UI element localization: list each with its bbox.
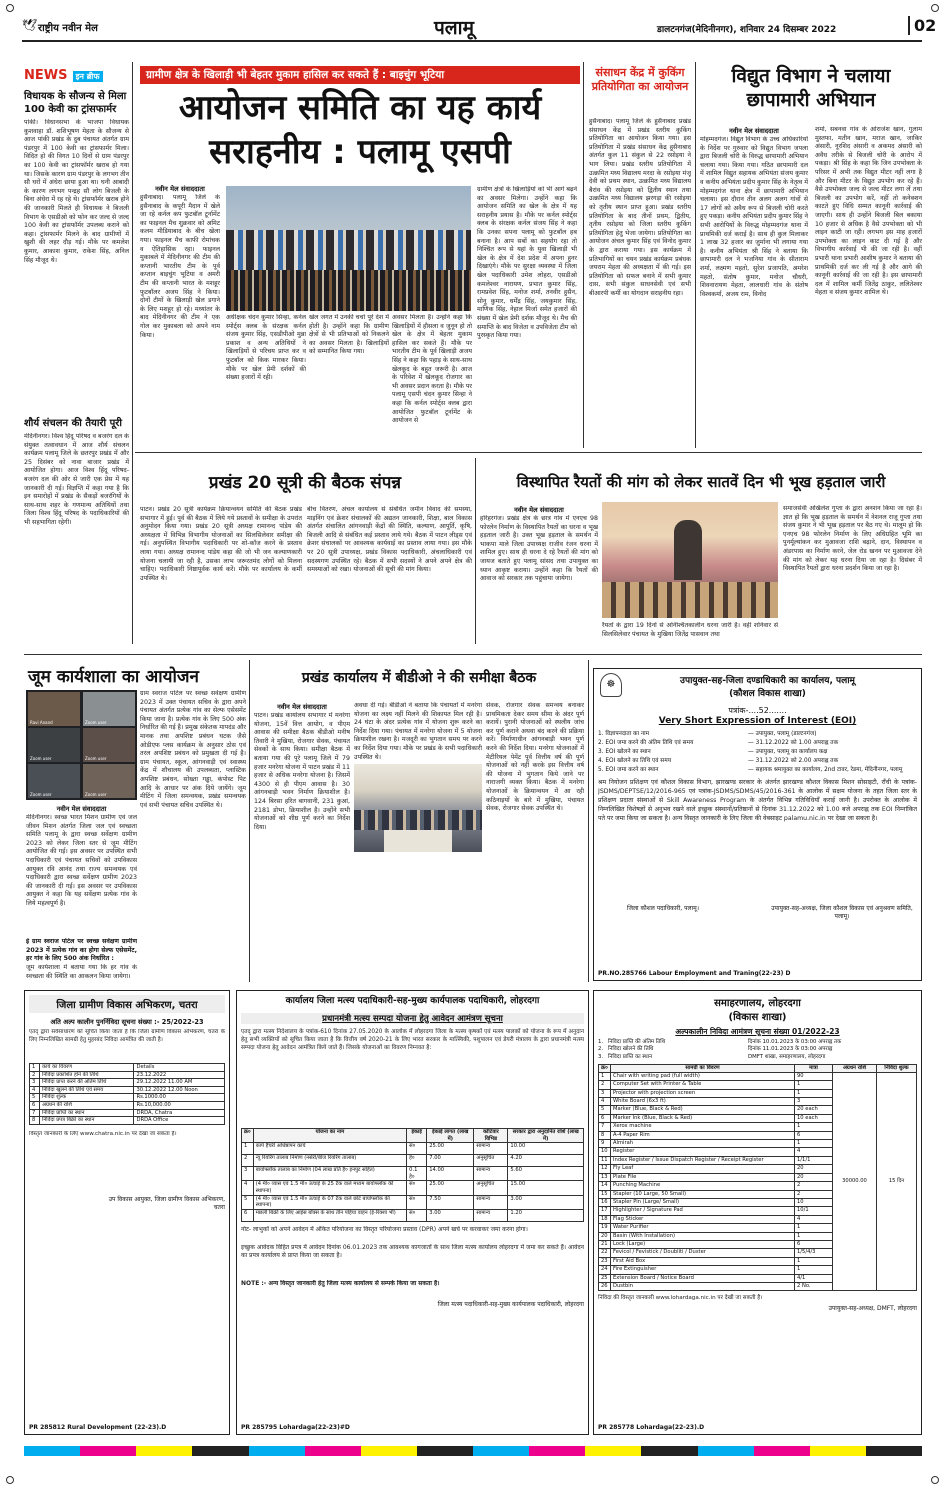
football-photo xyxy=(226,186,471,311)
sutri-col-1: पाटन। प्रखंड 20 सूत्री कार्यक्रम क्रियान्वयन समिति की बैठक प्रखंड सभागार में हुई। पूर्व की बैठक में लिये गये प्रस्तावों के समीक्षा के उपरांत अनुमोदन किया गया। प्रखंड 20 सूत्री अध्यक्ष रामानन्द पांडेय की अध्यक्षता में विभिन्न विभागीय योजनाओं का सिलसिलेवार समीक्षा की गई। अनुपस्थित विभागीय पदाधिकारी पर शो-कॉज करने के प्रस्ताव लाया गया। अध्यक्ष रामानन्द पांडेय कहा की जो भी जन कल्याणकारी योजना चलायी जा रही है, उसका लाभ जरूरतमंद लोगों को मिलना चाहिए। पदाधिकारी निष्ठापूर्वक कार्य करें। मौके पर कार्यालय के कर्मी उपस्थित थे। xyxy=(140,506,302,582)
table-row xyxy=(242,1167,584,1181)
table-row xyxy=(242,1181,584,1195)
notice-fish-intro: एतद् द्वारा मत्स्य निदेशालय के पत्रांक-610 दिनांक 27.05.2020 के आलोक में लोहरदगा जिला के मत्स्य कृषकों एवं मत्स्य पालकों को योजना के रूप में अनुदान हेतु सभी व्यक्तियों को सूचित किया जाता है कि वित्तीय वर्ष 2020-21 के लिए भारत सरकार के मात्स्यिकी, पशुपालन एवं डेयरी मंत्रालय के द्वारा प्रधानमंत्री मत्स्य सम्पदा योजना हेतु आवेदन आमंत्रित किये जाते हैं। जिसके योजनाओं का विवरण निम्नवत है: xyxy=(241,1029,584,1052)
table-header: मात्रा xyxy=(795,1065,833,1073)
table-cell: White Board (6x3 ft) xyxy=(611,1098,795,1106)
table-cell: Rs.1000.00 xyxy=(134,1094,225,1102)
table-cell: 7 xyxy=(599,1123,611,1131)
table-cell: 3.00 xyxy=(508,1195,584,1209)
table-cell: DRDA Office xyxy=(134,1117,225,1125)
table-cell: Computer Set with Printer & Table xyxy=(611,1081,795,1089)
notice-lohardaga xyxy=(593,990,922,1435)
table-cell: 1 xyxy=(795,1089,833,1097)
table-cell: 1.20 xyxy=(508,1209,584,1221)
table-row xyxy=(599,1072,917,1080)
registration-mark-icon xyxy=(931,1476,939,1484)
table-cell: Chair with writing pad (full width) xyxy=(611,1072,795,1080)
table-cell: 23 xyxy=(599,1257,611,1265)
notice-fish-pr: PR 285795 Lohardaga(22-23)#D xyxy=(241,1424,350,1431)
table-cell: 25.00 xyxy=(427,1143,474,1155)
table-cell: 18 xyxy=(599,1215,611,1223)
bird-logo-icon: 🕊 xyxy=(22,18,38,32)
table-cell: Plate File xyxy=(611,1173,795,1181)
table-cell: Stapler Pin (Large/ Small) xyxy=(611,1198,795,1206)
table-cell: सं० xyxy=(407,1195,427,1209)
table-cell: 1 xyxy=(795,1081,833,1089)
table-cell: Water Purifier xyxy=(611,1224,795,1232)
notice-lohardaga-footer: निविदा की विस्तृत जानकारी www.lohardaga.nic.in पर देखी जा सकती है। xyxy=(598,1295,763,1302)
protest-photo xyxy=(602,502,778,618)
table-cell: A-4 Paper Rim xyxy=(611,1131,795,1139)
table-cell: सं० xyxy=(407,1181,427,1195)
notice-palamu-pr: PR.NO.285766 Labour Employment and Traning(22-23) D xyxy=(598,970,791,977)
table-cell: 5 xyxy=(30,1094,40,1102)
notice-gramin-table xyxy=(29,1063,225,1125)
electric-col-2: शर्मा, सबनवा गांव के ओराजेश खान, गुलाम मुस्तफा, मतीन खान, मराज खान, जाकिर अंसारी, नूरशिद अंसारी व अकमद अंसारी को अवैध तरीके से बिजली चोरी के आरोप में पकड़ा। श्री सिंह के कहा कि जिन उपभोक्ता के परिसर में अभी तक विद्युत मीटर नहीं लगा है और बिना मीटर के विद्युत उपभोग कर रहे हैं। वैसे उपभोक्ता जल्द से जल्द मीटर लगा लें तथा बिजली का उपभोग करें, नहीं तो कनेक्शन काटते हुए विधि सम्मत कानूनी कार्रवाई की जाएगी। साथ ही उन्होंने बिजली बिल बकाया 10 हजार से अधिक है वैसे उपभोक्ता को भी लाइन काटी जा रही। लगभग इस माह हजारों उपभोक्ता का लाइन काट दी गई है और विभागीय कार्रवाई भी की जा रही है। वहीं प्रभारी थाना प्रभारी आशीष कुमार ने बताया की प्राथमिकी दर्ज कर ली गई है और आगे की कानूनी कार्रवाई की जा रही है। इस छापामारी दल में शामिल कर्मी जितेंद्र ठाकुर, ललितेश्वर मेहता व संजय कुमार शामिल थे। xyxy=(815,126,922,297)
table-cell: Flag Sticker xyxy=(611,1215,795,1223)
table-cell: 2 xyxy=(599,1081,611,1089)
table-cell: 1 xyxy=(795,1232,833,1240)
table-cell: न्यू रियरिंग तालाब निर्माण (नर्सरी/बीज रियरिंग तालाब) xyxy=(253,1155,406,1167)
table-cell: 4 xyxy=(795,1215,833,1223)
table-cell: 6 xyxy=(599,1114,611,1122)
notice-fish-note1: नोट- लाभुकों को अपने आवेदन में अंकित परियोजना का विस्तृत परियोजना प्रस्ताव (DPR) अपने खर्च पर करवाकर जमा करना होगा। xyxy=(241,1225,528,1233)
table-cell: 4 xyxy=(795,1148,833,1156)
table-cell: 1/5/4/3 xyxy=(795,1249,833,1257)
zoom-body-left: मेदिनीनगर। स्वच्छ भारत मिशन ग्रामीण एवं जल जीवन मिशन अंतर्गत जिला जल एवं स्वच्छता समिति पलामू के द्वारा स्वच्छ सर्वेक्षण ग्रामीण 2023 को लेकर जिला स्तर से जूम मीटिंग आयोजित की गई। इस अवसर पर उपस्थित सभी पदाधिकारी एवं पंचायत सचिवों को उपविकास आयुक्त रवि आनंद तथा राज्य समन्वयक एवं पदाधिकारी द्वारा स्वच्छ सर्वेक्षण ग्रामीण 2023 की जानकारी दी गई। इस अवसर पर उपविकास आयुक्त ने कहा कि यह सर्वेक्षण प्रत्येक गांव के लिये महत्वपूर्ण है। xyxy=(26,814,137,907)
tender-amount: 30000.00 xyxy=(833,1072,877,1291)
cooking-headline: संसाधन केंद्र में कुकिंग प्रतियोगिता का आयोजन xyxy=(591,66,689,93)
table-cell: Basin (With Installation) xyxy=(611,1232,795,1240)
table-cell: 3 xyxy=(30,1079,40,1087)
table-cell: सामान्य xyxy=(474,1209,508,1221)
table-row xyxy=(30,1086,225,1094)
notice-palamu-h1: उपायुक्त-सह-जिला दण्डाधिकारी का कार्यालय, पलामू xyxy=(680,676,855,686)
brief-headline-2: शौर्य संचलन की तैयारी पूरी xyxy=(24,418,122,429)
table-cell: Xerox machine xyxy=(611,1123,795,1131)
table-cell: 3 xyxy=(599,1089,611,1097)
zoom-headline: जूम कार्यशाला का आयोजन xyxy=(28,667,199,687)
table-row xyxy=(242,1143,584,1155)
zoom-tile: Zoom user xyxy=(83,692,135,726)
table-cell: 1 xyxy=(242,1143,254,1155)
section-divider xyxy=(135,452,922,453)
notice-palamu xyxy=(593,668,922,981)
notice-palamu-emblem-icon: ☸ xyxy=(600,673,622,697)
sutri-col-2: बीच वितरण, अंचल कार्यालय से संबंधित जमीन विवाद की समस्या, माइनिंग एवं क्रेशर संचालकों की अद्यतन जानकारी, शिक्षा, बाल विकास अंतर्गत संचालित आंगनवाड़ी केंद्रों की स्थिति, कल्याण, आपूर्ति, कृषि, बिजली आदि से संबंधित कई प्रस्ताव लाये गये। बैठक में पाटन लीड्स एवं क्रेशर संचालकों पर आवश्यक कार्यवाई का प्रस्ताव लाया गया। इस मौके पर 20 सूत्री उपाध्यक्ष, प्रखंड विकास पदाधिकारी, अंचलाधिकारी एवं सदस्यगण उपस्थित रहे। बैठक में सभी सदस्यों ने अपने अपने क्षेत्र की समस्याओं को रखा। योजनाओं की सूची की मांग किया। xyxy=(307,506,472,574)
notice-gramin-intro: एतद् द्वारा सर्वसाधारण को सूचित किया जाता है कि जिला ग्रामीण विकास अभिकरण, चतरा के लिए निम्नलिखित सामग्री हेतु मुहरबंद निविदा आमंत्रित की जाती है। xyxy=(29,1029,225,1043)
brief-body-2: मेदिनीनगर। विश्व हिंदू परिषद व बजरंग दल के संयुक्त तत्वावधान में आज शौर्य संचलन कार्यक्रम पलामू जिले के छतरपुर प्रखंड में और 25 दिसंबर को नावा बाजार प्रखंड में आयोजित होगा। आज विश्व हिंदू परिषद-बजरंग दल की ओर से जारी एक प्रेस में यह जानकारी दी गई। विज्ञप्ति में कहा गया है कि इन समारोहों में प्रखंड के सैकड़ों बजरंगियों के साथ-साथ शहर के गणमान्य अतिथियों तथा जिला विश्व हिंदू परिषद के पदाधिकारियों की भी सहभागिता रहेगी। xyxy=(24,433,129,526)
main-headline-1: आयोजन समिति का यह कार्य xyxy=(178,88,542,128)
table-cell: First Aid Box xyxy=(611,1257,795,1265)
notice-gramin-sign: उप विकास आयुक्त, जिला ग्रामीण विकास अभिकरण, चतरा xyxy=(108,1195,225,1211)
table-cell: 14.00 xyxy=(427,1167,474,1181)
table-cell: निविदा प्रपत्र बिक्री का स्थान xyxy=(40,1117,134,1125)
zoom-tile: Ravi Anand xyxy=(28,692,80,726)
electric-col-1: मोहम्मदगंज। विद्युत विभाग के उच्च अधिकारियों के निर्देश पर गुरुवार को विद्युत विभाग जपला द्वारा बिजली चोरी के विरुद्ध छापामारी अभियान चलाया गया। किया गया। गठित छापामारी दल में शामिल विद्युत सहायक अभियंता संजय कुमार व कनीय अभियंता प्रदीप कुमार सिंह के नेतृत्व में मोहम्मदगंज थाना क्षेत्र में छापामारी अभियान चलाया। इस दौरान तीन अलग अलग गांवों से 17 लोगों को अवैध रूप से बिजली चोरी करते हुए पकड़ा। कनीय अभियंता प्रदीप कुमार सिंह ने सभी आरोपियों के विरुद्ध मोहम्मदगंज थाना में प्राथमिकी दर्ज कराई है। साथ ही कुल मिलाकर 1 लाख 32 हजार का जुर्माना भी लगाया गया है। कनीय अभियंता श्री सिंह ने बताया कि छापामारी दल ने भजनिया गांव के सीताराम शर्मा, लक्ष्मण महतो, सुरेश प्रजापति, अमरेश महतो, संतोष कुमार, मनोज चौधरी, शिवनारायण मेहता, लालधारी गांव के संतोष विश्वकर्मा, अजय राम, विनोद xyxy=(700,136,808,298)
notice-palamu-rows: 1. विज्ञापनदाता का नाम — उपायुक्त, पलामू (डाल्टनगंज) 2. EOI जमा करने की अंतिम तिथि एवं समय — 31.12.2022 को 1.00 अपराह्न तक 3. EOI खोलने का स्थान — उपायुक्त, पलामू का कार्यालय कक्ष 4. EOI खोलने का तिथि एवं समय — 31.12.2022 को 2.00 अपराह्न तक 5. EOI जमा करने का स्थान — सहायक श्रमायुक्त का कार्यालय, 2nd टावर, रेडमा, मेदिनीनगर, पलामू xyxy=(598,731,903,773)
table-cell: 20 xyxy=(795,1173,833,1181)
notice-fish-sign: जिला मत्स्य पदाधिकारी-सह-मुख्य कार्यपालक पदाधिकारी, लोहरदगा xyxy=(437,1300,584,1308)
table-cell: 1/1/1 xyxy=(795,1156,833,1164)
table-cell: 20 xyxy=(599,1232,611,1240)
table-cell: Index Register / Issue Dispatch Register / Receipt Register xyxy=(611,1156,795,1164)
notice-gramin xyxy=(24,990,230,1435)
table-cell: 10 each xyxy=(795,1114,833,1122)
main-col-2: अवसर मिलता है। उन्होंने कहा कि खिलाड़ियों में हौसला व जुनून हो तो खेल के क्षेत्र में बेहतर मुकाम हासिल कर सकते हैं। मौके पर भारतीय टीम के पूर्व खिलाड़ी अजय सिंह ने कहा कि पहाड़ के साथ-साथ खेलकूद के बहुत जरूरी है। आज के परिवेश में खेलकूद रोजगार का भी अवसर प्रदान करता है। मौके पर पलामू एसपी चंदन कुमार सिन्हा ने कहा कि कर्नल स्पोर्ट्स क्लब द्वारा आयोजित फुटबॉल टूर्नामेंट के आयोजन से xyxy=(392,314,472,425)
column-divider xyxy=(249,660,250,982)
table-cell: 6 xyxy=(30,1101,40,1109)
table-cell: Dustbin xyxy=(611,1282,795,1290)
main-col-5: खेल जगत में उनकी चर्चा पूरे देश में होती है। उन्होंने कहा कि ग्रामीण क्षेत्रों से भी प्रतिभाओं को निकलने का अवसर मिलता है। खिलाड़ियों को सम्मानित किया गया। xyxy=(309,314,389,356)
paper-name: राष्ट्रीय नवीन मेल xyxy=(38,23,98,34)
main-col-4: अधीक्षक चंदन कुमार सिन्हा, कर्नल स्पोर्ट्स क्लब के संरक्षक कर्नल संजय कुमार सिंह, एसडीपीओ मुन्ना प्रकाश व अन्य अतिथियों ने खिलाड़ियों से परिचय प्राप्त कर व फुटबॉल को किक मारकर किया। मौके पर खेल प्रेमी दर्शकों की संख्या हजारों में रही। xyxy=(226,314,306,382)
table-cell: 24 xyxy=(599,1266,611,1274)
table-cell: (4 मी० व्यास एवं 1.5 मी० ऊंचाई के 25 टैंक वाले मध्यम बायोफ्लॉक की स्थापना) xyxy=(253,1181,406,1195)
table-cell: 2 xyxy=(795,1190,833,1198)
table-row xyxy=(30,1094,225,1102)
table-header: सरकार द्वारा अनुदानित राशि (लाख में) xyxy=(508,1129,584,1143)
table-cell: Extension Board / Notice Board xyxy=(611,1274,795,1282)
table-cell: 5 xyxy=(599,1106,611,1114)
table-cell: 12 xyxy=(599,1165,611,1173)
table-cell: 7 xyxy=(30,1109,40,1117)
table-cell: 2 No. xyxy=(795,1282,833,1290)
registration-mark-icon xyxy=(6,1476,14,1484)
brief-body-1: पांकी। विधानसभा के भाजपा विधायक कुशवाहा डॉ. शशिभूषण मेहता के सौजन्य से आज पांकी प्रखंड के दुब पंचायत अंतर्गत ग्राम पंडरपुर में 100 केवी का ट्रांसफार्मर मिला। विदित हो की विगत 10 दिनों से ग्राम पंडरपुर का 100 केवी का ट्रांसफॉर्मर खराब हो गया था। जिसके कारण ग्राम पंडरपुर के लगभग तीन सौ घरों में अंधेरा छाया हुआ था। घनी आबादी के कारण लगभग पन्द्रह सौ लोग बिजली के बिना अंधेरा में रह रहे थे। ट्रांसफॉर्मर खराब होने की जानकारी मिलते ही विधायक ने बिजली विभाग के एसडीओ को फोन कर जल्द से जल्द 100 केवी का ट्रांसफॉर्मर उपलब्ध कराने को कहा। ट्रांसफार्मर मिलने के बाद ग्रामीणों में खुशी की लहर दौड़ गई। मौके पर कमलेश कुमार, आकाश कुमार, राकेश सिंह, अनिल सिंह मौजूद थे। xyxy=(24,119,129,264)
table-cell: 90 xyxy=(795,1072,833,1080)
notice-gramin-h1: जिला ग्रामीण विकास अभिकरण, चतरा xyxy=(29,995,225,1013)
column-divider xyxy=(475,458,476,644)
table-cell: 6 xyxy=(795,1131,833,1139)
news-in-brief xyxy=(24,64,129,644)
table-row xyxy=(30,1117,225,1125)
notice-palamu-h2: (कौशल विकास शाखा) xyxy=(729,689,806,699)
color-bar-bottom xyxy=(24,1446,922,1456)
table-cell: Details xyxy=(134,1064,225,1072)
hunger-headline: विस्थापित रैयतों की मांग को लेकर सातवें दिन भी भूख हड़ताल जारी xyxy=(516,473,886,491)
table-header: योजना का नाम xyxy=(253,1129,406,1143)
main-kicker: ग्रामीण क्षेत्र के खिलाड़ी भी बेहतर मुकाम हासिल कर सकते हैं : बाइचुंग भूटिया xyxy=(140,66,580,84)
notice-lohardaga-table xyxy=(598,1064,917,1291)
table-cell: 8 xyxy=(30,1117,40,1125)
table-header: क्र० xyxy=(242,1129,254,1143)
table-cell: 1 xyxy=(30,1064,40,1072)
notice-lohardaga-sign: उपायुक्त-सह-अध्यक्ष, DMFT, लोहरदगा xyxy=(828,1305,917,1313)
table-cell: 22 xyxy=(599,1249,611,1257)
table-header: ईकाई लागत (लाख में) xyxy=(427,1129,474,1143)
column-divider xyxy=(588,660,589,982)
hunger-col-2: रैयतों के द्वारा 19 दिनों से अनिश्चितकालीन धरना जारी है। वहीं शनिवार से सिलसिलेवार पंचायत के मुखिया जितेंद्र पासवान तथा xyxy=(602,622,778,638)
table-cell: मछली बिक्री के लिए आईस बॉक्स के साथ तीन पहिया वाहन (ई-रिक्शा भी) xyxy=(253,1209,406,1221)
notice-palamu-sign-left: जिला कौशल पदाधिकारी, पलामू। xyxy=(626,905,700,912)
table-cell: 2 xyxy=(795,1182,833,1190)
table-cell: 5 xyxy=(242,1195,254,1209)
zoom-highlight: ई ग्राम स्वराज पोर्टल पर स्वच्छ सर्वेक्षण ग्रामीण 2023 में प्रत्येक गांव का होगा सेल्फ एसेसमेंट, हर गांव के लिए 500 अंक निर्धारित : xyxy=(26,938,137,963)
brief-label xyxy=(24,64,129,86)
notice-palamu-title: Very Short Expression of Interest (EOI) xyxy=(658,716,857,726)
table-cell: 29.12.2022 11.00 AM xyxy=(134,1079,225,1087)
table-cell: 1 xyxy=(795,1266,833,1274)
notice-fish-note2: इच्छुक आवेदक विहित प्रपत्र में आवेदन दिनांक 06.01.2023 तक आवश्यक कागजातों के साथ जिला मत्स्य कार्यालय लोहरदगा में जमा कर सकते हैं। आवेदन का प्रपत्र कार्यालय से प्राप्त किया जा सकता है। xyxy=(241,1243,584,1260)
column-divider xyxy=(583,62,584,448)
table-cell: 20 xyxy=(795,1165,833,1173)
table-cell: Lock (Large) xyxy=(611,1240,795,1248)
table-cell: Highlighter / Signature Pad xyxy=(611,1207,795,1215)
table-header: कोटिवार विभिन्न xyxy=(474,1129,508,1143)
table-cell: 14 xyxy=(599,1182,611,1190)
table-cell: 10 xyxy=(599,1148,611,1156)
dateline: डालटनगंज(मेदिनीनगर), शनिवार 24 दिसम्बर 2022 xyxy=(657,25,837,35)
table-cell: निविदा प्राप्ति का स्थान xyxy=(40,1109,134,1117)
table-cell: 23.12.2022 xyxy=(134,1071,225,1079)
table-cell: अग्रधन की राशि xyxy=(40,1101,134,1109)
zoom-screenshot xyxy=(26,690,137,800)
hunger-col-3: समाजसेवी अखिलेश गुप्ता के द्वारा अनशन किया जा रहा है। ज्ञात हो कि भूख हड़ताल के समर्थन में नेशनल राजू गुप्ता तथा संजय कुमार ने भी भूख हड़ताल पर बैठ गए थे। मालूम हो कि एनएच 98 फोरलेन निर्माण के लिए अधिग्रहित भूमि का पुनर्मूल्यांकन कर मुआवजा राशि बढ़ाने, दान, विस्थापन व अंडरपास का निर्माण करने, जेल रोड खनन पर मुआवजा देने की मांग को लेकर यह धरना दिया जा रहा है। दिसंबर में विस्थापित रैयतों द्वारा धरना प्रदर्शन किया जा रहा है। xyxy=(783,505,922,573)
table-cell: 7.00 xyxy=(427,1155,474,1167)
table-header: निविदा शुल्क xyxy=(877,1065,917,1073)
electric-headline: विद्युत विभाग ने चलाया छापामारी अभियान xyxy=(731,65,891,111)
masthead xyxy=(22,14,937,42)
meeting-photo xyxy=(354,764,482,852)
zoom-after: जूम कार्यशाला में बताया गया कि हर गांव के स्वच्छता की स्थिति का आकलन किया जायेगा। xyxy=(26,964,137,980)
table-cell: सामान्य xyxy=(474,1143,508,1155)
section-title: पलामू xyxy=(434,17,474,39)
table-cell: 1 xyxy=(795,1123,833,1131)
section-divider xyxy=(24,654,922,655)
table-header: अग्रधन राशि xyxy=(833,1065,877,1073)
news-label: NEWS xyxy=(24,68,68,83)
electric-byline: नवीन मेल संवाददाता xyxy=(729,127,779,135)
table-cell: 2 xyxy=(242,1155,254,1167)
table-header: सामग्री का विवरण xyxy=(611,1065,795,1073)
table-cell: हे० xyxy=(407,1155,427,1167)
table-cell: 3 xyxy=(242,1167,254,1181)
notice-fish-h1: कार्यालय जिला मत्स्य पदाधिकारी-सह-मुख्य कार्यपालक पदाधिकारी, लोहरदगा xyxy=(285,996,540,1006)
cooking-body: हुसैनाबाद। पलामू जिले के हुसैनाबाद प्रखंड संसाधन केंद्र में प्रखंड स्तरीय कुकिंग प्रतियोगिता का आयोजन किया गया। इस प्रतियोगिता में प्रखंड संसाधन केंद्र हुसैनाबाद अंतर्गत कुल 11 संकुल से 22 रसोइया ने भाग लिया। प्रखंड स्तरीय प्रतियोगिता में उत्क्रमित मध्य विद्यालय मरदा के रसोइया मंजू देवी को प्रथम स्थान, उत्क्रमित मध्य विद्यालय बैरांव की रसोइया को द्वितीय स्थान तथा उत्क्रमित मध्य विद्यालय झरगड़ा की रसोइया को तृतीय स्थान प्राप्त हुआ। प्रखंड स्तरीय प्रतियोगिता के बाद तीनों प्रथम, द्वितीय, तृतीय रसोइया को जिला स्तरीय कुकिंग प्रतियोगिता हेतु भेजा जायेगा। प्रतियोगिता का आयोजन अंचल कुमार सिंह एवं विनोद कुमार के द्वारा कराया गया। इस कार्यक्रम में प्रतिभागियों का चयन प्रखंड कार्यक्रम प्रबंधक जयराम मेहता की अध्यक्षता में की गई। इस प्रतियोगिता को सफल बनाने में सभी कुमार दास, सभी संकुल साधनसेवी एवं सभी बीआरपी कर्मी का योगदान सराहनीय रहा। xyxy=(589,118,691,297)
brief-headline-1: विधायक के सौजन्य से मिला 100 केवी का ट्रांसफार्मर xyxy=(24,91,127,115)
table-cell: 6 xyxy=(242,1209,254,1221)
table-cell: 25 xyxy=(599,1274,611,1282)
table-header: क्र० xyxy=(599,1065,611,1073)
tender-fee: 15 दिन xyxy=(877,1072,917,1291)
table-cell: कार्य का विवरण xyxy=(40,1064,134,1072)
table-cell: 13 xyxy=(599,1173,611,1181)
table-row xyxy=(30,1109,225,1117)
table-cell: 9 xyxy=(599,1140,611,1148)
table-cell: 11 xyxy=(599,1156,611,1164)
bdo-col-1: पाटन। प्रखंड कार्यालय सभागार में मनरेगा योजना, 15वें वित्त आयोग, व पीएम आवास की समीक्षा बैठक बीडीओ मनीष तिवारी ने मुखिया, रोजगार सेवक, पंचायत सेवकों के साथ किया। समीक्षा बैठक में बताया गया की पूरे पलामू जिले में 79 हजार मनरेगा योजना में पाटन प्रखंड में 11 हजार से अधिक मनरेगा योजना है। जिसमें 4300 से ही पीएम आवास है। 30 आंगनबाड़ी भवन निर्माण क्रियाशील है। 124 बिरसा हरित बागवानी, 231 कुआं, 2181 डोभा, क्रियाशील है। उन्होंने सभी योजनाओं को शीघ्र पूर्ण करने का निर्देश दिया। xyxy=(254,712,350,831)
table-cell: 15 xyxy=(599,1190,611,1198)
table-cell: DRDA, Chatra xyxy=(134,1109,225,1117)
table-cell: 15.00 xyxy=(508,1181,584,1195)
table-cell: 1 xyxy=(599,1072,611,1080)
table-cell: निविदा खुलने की तिथि एवं समय xyxy=(40,1086,134,1094)
table-cell: Stapler (10 Large, 50 Small) xyxy=(611,1190,795,1198)
table-row xyxy=(242,1209,584,1221)
bdo-col-3: सेवक, रोजगार सेवक समन्वय बनाकर प्राथमिकता देकर समय सीमा के अंदर पूर्ण करायें। पुरानी योजनाओं को स्थलीय जांच कर पूर्ण कराने अथवा बंद करने की प्रक्रिया करें। निर्माणाधीन आंगनबाड़ी भवन पूर्ण करने की निर्देश दिया। मनरेगा योजनाओं में मेटीरियल पेमेंट पूर्व वित्तीय वर्ष की पूर्ण योजनाओं को नहीं करके इस वित्तीय वर्ष की योजना में भुगतान किये जाने पर नाराजगी व्यक्त किया। बैठक में मनरेगा योजनाओं के क्रियान्वयन में आ रही कठिनाइयों के बारे में मुखिया, पंचायत सेवक, रोजगार सेवक उपस्थित थे। xyxy=(486,702,584,813)
bdo-byline: नवीन मेल संवाददाता xyxy=(277,703,327,711)
zoom-body-right: ग्राम स्वराज पोर्टल पर स्वच्छ सर्वेक्षण ग्रामीण 2023 में उक्त पंचायत सचिव के द्वारा अपने पंचायत अंतर्गत प्रत्येक गांव का सेल्फ एसेसमेंट किया जाना है। प्रत्येक गांव के लिए 500 अंक निर्धारित की गई है। प्रमुख संकेतक मापदंड और मानक तथा अपशिष्ट प्रबंधन घटक जैसे ओडीएफ प्लस कार्यक्रम के अनुसार ठोस एवं तरल अपशिष्ट प्रबंधन को प्रमुखता दी गई है। ग्राम पंचायत, स्कूल, आंगनवाड़ी एवं स्वास्थ्य केंद्र में शौचालय की उपलब्धता, प्लास्टिक अपशिष्ट प्रबंधन, सोख्ता गड्ढा, कंपोस्ट पिट आदि के आधार पर अंक दिये जायेंगे। जूम मीटिंग में जिला समन्वयक, प्रखंड समन्वयक एवं सभी पंचायत सचिव उपस्थित थे। xyxy=(140,690,246,809)
notice-palamu-body: श्रम नियोजन प्रशिक्षण एवं कौशल विकास विभाग, झारखण्ड सरकार के अंतर्गत झारखण्ड कौशल विकास मिशन सोसाइटी, राँची के पत्रांक-JSDMS/DEPTSE/12/2016-965 एवं पत्रांक-JSDMS/SDMS/45/2016-361 के आलोक में सक्षम योजना के तहत जिला स्तर के प्रशिक्षण प्रदाता संस्थाओं से Skill Awareness Program के अंतर्गत विभिन्न गतिविधियाँ कराई जानी है। उपरोक्त के आलोक में निम्नलिखित विशेषज्ञों से अनुभव रखने वाले इच्छुक संस्थानों/प्रतिष्ठानों से दिनांक 31.12.2022 को 1.00 बजे अपराह्न तक EOI निम्नांकित पते पर जमा किया जा सकता है। अन्य विस्तृत जानकारी के लिए जिला की वेबसाइट palamu.nic.in पर देखा जा सकता है। xyxy=(598,779,917,822)
table-cell: सामान्य xyxy=(474,1167,508,1181)
zoom-byline: नवीन मेल संवाददाता xyxy=(56,805,107,813)
table-cell: Rs.10,000.00 xyxy=(134,1101,225,1109)
table-cell: 21 xyxy=(599,1240,611,1248)
page-number: 02 xyxy=(908,16,936,35)
table-cell: कार्प हैचरी अधिष्ठापन कार्य xyxy=(253,1143,406,1155)
table-cell: 3 xyxy=(795,1098,833,1106)
table-cell: 10/1 xyxy=(795,1207,833,1215)
table-cell: 4 xyxy=(599,1098,611,1106)
column-divider xyxy=(695,62,696,448)
table-cell: Punching Machine xyxy=(611,1182,795,1190)
zoom-tile: Zoom user xyxy=(83,728,135,762)
table-header: ईकाई xyxy=(407,1129,427,1143)
table-cell: 20 each xyxy=(795,1106,833,1114)
table-cell: अनुसूचित xyxy=(474,1155,508,1167)
table-cell: 0.1 हे० xyxy=(407,1167,427,1181)
registration-mark-icon xyxy=(931,4,939,12)
zoom-tile: Zoom user xyxy=(28,764,80,798)
table-cell: 1 xyxy=(795,1257,833,1265)
notice-lohardaga-meta: 1. निविदा प्राप्ति की अंतिम तिथि दिनांक 10.01.2023 के 03:00 अपराह्न तक 2. निविदा खोलने की तिथि दिनांक 11.01.2023 के 03:00 अपराह्न 3. निविदा प्राप्ति का स्थान DMFT शाखा, समाहरणालय, लोहरदगा xyxy=(598,1039,842,1060)
table-cell: 2 xyxy=(30,1071,40,1079)
table-cell: निविदा शुल्क xyxy=(40,1094,134,1102)
table-cell: Marker Ink (Blue, Black & Red) xyxy=(611,1114,795,1122)
table-cell: Marker (Blue, Black & Red) xyxy=(611,1106,795,1114)
table-cell: Almirah xyxy=(611,1140,795,1148)
table-cell: 5.60 xyxy=(508,1167,584,1181)
bdo-headline: प्रखंड कार्यालय में बीडीओ ने की समीक्षा बैठक xyxy=(301,670,537,686)
table-cell: Fire Extinguisher xyxy=(611,1266,795,1274)
notice-fish-note3: NOTE :- अन्य विस्तृत जानकारी हेतु जिला मत्स्य कार्यालय से सम्पर्क किया जा सकता है। xyxy=(241,1279,440,1287)
zoom-tile: Zoom user xyxy=(28,728,80,762)
notice-fish-table xyxy=(241,1128,584,1222)
table-cell: सं० xyxy=(407,1143,427,1155)
notice-gramin-h2: अति अल्प कालीन पुनर्निविदा सूचना संख्या :- 25/2022-23 xyxy=(50,1018,204,1026)
table-cell: Fevicol / Fevistick / Doubliti / Duster xyxy=(611,1249,795,1257)
table-cell: Fly Leaf xyxy=(611,1165,795,1173)
notice-palamu-sign-right: उपायुक्त-सह-अध्यक्ष, जिला कौशल विकास एवं अनुश्रवण समिति, पलामू। xyxy=(771,905,913,920)
bdo-col-2-top: अवधा दी गई। बीडीओ ने बताया कि पंचायतों में मनरेगा योजना का लक्ष्य नहीं मिलने की शिकायत मिल रही है। 24 घंटा के अंदर प्रत्येक गांव में योजना शुरू करने का निर्देश दिया गया। पंचायत में मनरेगा योजना में 5 योजना क्रियाशील रखना है। मजदूरी का भुगतान समय पर करने का निर्देश दिया गया। मौके पर प्रखंड के सभी पदाधिकारी उपस्थित थे। xyxy=(354,702,482,761)
table-cell: सामान्य xyxy=(474,1195,508,1209)
table-cell: 10 xyxy=(795,1198,833,1206)
registration-mark-icon xyxy=(6,4,14,12)
table-cell: 1 xyxy=(795,1140,833,1148)
table-cell: 4 xyxy=(30,1086,40,1094)
table-cell: 4.20 xyxy=(508,1155,584,1167)
table-row xyxy=(30,1064,225,1072)
table-row xyxy=(30,1101,225,1109)
main-col-3: ग्रामीण क्षेत्रों के खिलाड़ियों को भी आगे बढ़ने का अवसर मिलेगा। उन्होंने कहा कि आयोजन समिति का खेल के क्षेत्र में यह सराहनीय प्रयास है। मौके पर कर्नल स्पोर्ट्स क्लब के संरक्षक कर्नल संजय सिंह ने कहा कि उनका सपना पलामू को फुटबॉल हब बनाना है। आप सबों का सहयोग रहा तो निश्चित रूप से यहां के युवा खिलाड़ी भी खेल के क्षेत्र में देश प्रदेश में अपना हुनर दिखाएंगे। मौके पर सुरक्षा व्यवस्था में जिला खेल पदाधिकारी उमेश लोहरा, एसडीओ कमलेश्वर नारायण, प्रभात कुमार सिंह, रामप्रवेश सिंह, मनोज शर्मा, तनवीर हुसैन, सोनू कुमार, धर्मेंद्र सिंह, जयकुमार सिंह, माणिक सिंह, नेहाल मिर्जा समेत हजारों की संख्या में खेल प्रेमी दर्शक मौजूद थे। मैच की समाप्ति के बाद विजेता व उपविजेता टीम को पुरस्कृत किया गया। xyxy=(477,186,577,340)
main-headline-2: सराहनीय : पलामू एसपी xyxy=(209,132,511,172)
hunger-byline: नवीन मेल संवाददाता xyxy=(514,506,564,514)
table-cell: 30.12.2022 12.00 Noon xyxy=(134,1086,225,1094)
table-cell: सं० xyxy=(407,1209,427,1221)
table-row xyxy=(30,1079,225,1087)
table-cell: निविदा प्रकाशित होने की तिथि xyxy=(40,1071,134,1079)
table-cell: 17 xyxy=(599,1207,611,1215)
table-cell: बायोफ्लॉक तालाब का निर्माण (04 लाख प्रति है० इनपुट सहित) xyxy=(253,1167,406,1181)
sutri-headline: प्रखंड 20 सूत्री की बैठक संपन्न xyxy=(208,473,402,493)
table-cell: Projector with projection screen xyxy=(611,1089,795,1097)
table-cell: 4/1 xyxy=(795,1274,833,1282)
brief-label-text: इन ब्रीफ xyxy=(73,71,103,82)
notice-lohardaga-h1: समाहरणालय, लोहरदगा xyxy=(714,998,801,1009)
table-cell: 16 xyxy=(599,1198,611,1206)
table-cell: 7.50 xyxy=(427,1195,474,1209)
column-divider xyxy=(132,62,133,644)
notice-palamu-letter: पत्रांक-....52....... xyxy=(728,706,787,715)
table-cell: निविदा प्राप्त करने की अंतिम तिथि xyxy=(40,1079,134,1087)
notice-fish-h2: प्रधानमंत्री मत्स्य सम्पदा योजना हेतु आवेदन आमंत्रण सूचना xyxy=(241,1013,584,1024)
notice-gramin-footer: विस्तृत जानकारी के लिए www.chatra.nic.in पर देखा जा सकता है। xyxy=(29,1130,177,1137)
notice-lohardaga-title: अल्पकालीन निविदा आमंत्रण सूचना संख्या 01/2022-23 xyxy=(675,1027,840,1036)
hunger-col-1: हरिहरगंज। प्रखंड क्षेत्र के छात्र गांव में एनएच 98 फोरलेन निर्माण के विस्थापित रैयतों का धरना व भूख हड़ताल जारी है। उक्त भूख हड़ताल के समर्थन में भाकपा माले जिला उपाध्यक्ष राजीव रंजन धरना में शामिल हुए। साथ ही धरना दे रहे रैयतों की मांग को जायज बताते हुए पलामू सांसद तथा उपायुक्त का ध्यान आकृष्ट कराया। उन्होंने कहा कि रैयतों की आवाज को सरकार तक पहुंचाया जायेगा। xyxy=(480,515,598,583)
table-cell: 3.00 xyxy=(427,1209,474,1221)
table-cell: 25.00 xyxy=(427,1181,474,1195)
zoom-tile: Zoom user xyxy=(83,764,135,798)
notice-lohardaga-h2: (विकास शाखा) xyxy=(728,1012,787,1023)
table-cell: Register xyxy=(611,1148,795,1156)
table-row xyxy=(30,1071,225,1079)
notice-fish xyxy=(236,990,589,1435)
table-cell: (4 मी० व्यास एवं 1.5 मी० ऊंचाई के 07 टैंक वाले छोटे बायोफ्लॉक की स्थापना) xyxy=(253,1195,406,1209)
notice-lohardaga-pr: PR 285778 Lohardaga(22-23).D xyxy=(598,1424,705,1431)
main-col-1: हुसैनाबाद। पलामू जिले के हुसैनाबाद के कपूरी मैदान में खेले जा रहे कर्नल कप फुटबॉल टूर्नामेंट का फाइनल मैच शुक्रवार को अमिट कलम मीडियाबाद के बीच खेला गया। फाइनल मैच काफी रोमांचक व ऐतिहासिक रहा। फाइनल मुकाबले में मेदिनीनगर की टीम की कप्तानी भारतीय टीम के पूर्व कप्तान बाइचुंग भूटिया व अमरी टीम की कप्तानी भारत के मशहूर फुटबॉलर अजय सिंह ने किया। दोनों टीमों के खिलाड़ी खेल डगाने के लिए मशहूर हो रहे। मध्यांतर के बाद मेदिनीनगर की टीम ने एक गोल कर मुकाबला को अपने नाम किया। xyxy=(140,194,220,339)
main-byline: नवीन मेल संवाददाता xyxy=(155,185,205,193)
table-cell: 26 xyxy=(599,1282,611,1290)
table-cell: 1 xyxy=(795,1224,833,1232)
table-cell: 6 xyxy=(795,1240,833,1248)
table-cell: 4 xyxy=(242,1181,254,1195)
notice-gramin-pr: PR 285812 Rural Development (22-23).D xyxy=(29,1424,167,1431)
table-cell: 19 xyxy=(599,1224,611,1232)
table-cell: 8 xyxy=(599,1131,611,1139)
table-row xyxy=(242,1195,584,1209)
table-row xyxy=(242,1155,584,1167)
table-cell: 10.00 xyxy=(508,1143,584,1155)
table-cell: अनुसूचित xyxy=(474,1181,508,1195)
